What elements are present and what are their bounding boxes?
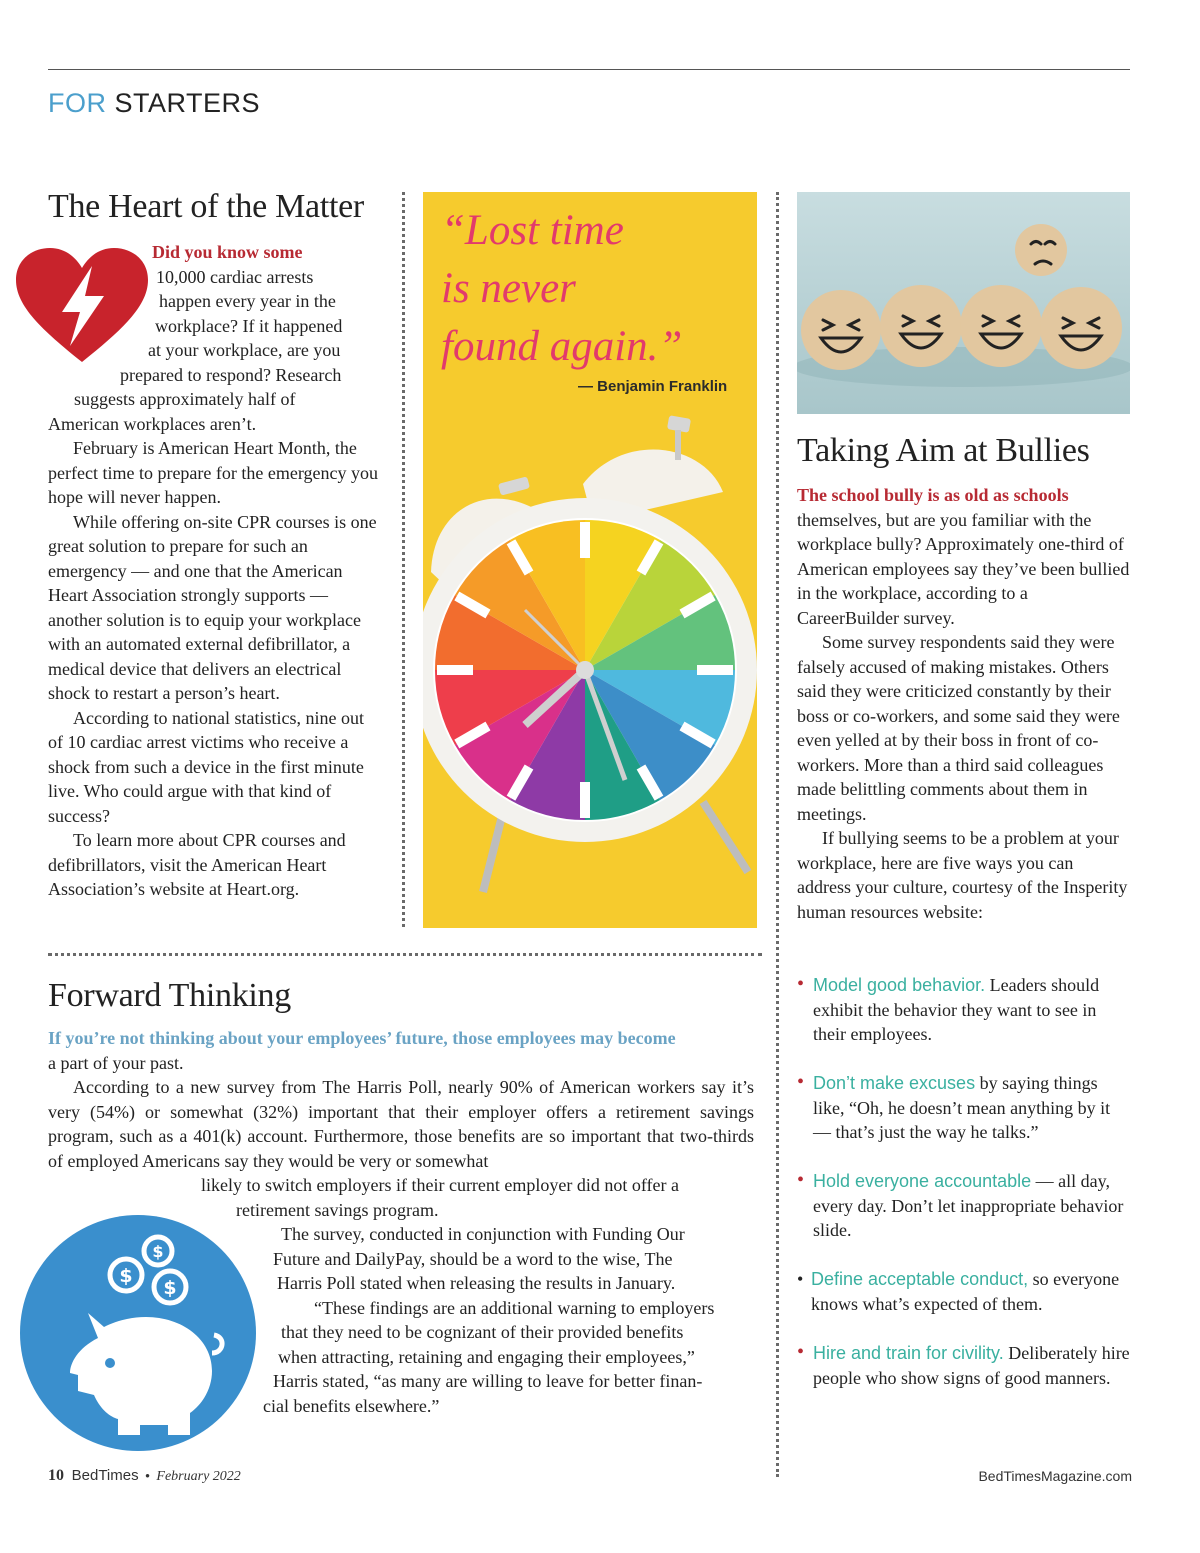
bullet-key: Hold everyone accountable	[813, 1171, 1032, 1191]
heart-lead-text: Did you know some	[152, 242, 303, 262]
page-number: 10	[48, 1467, 64, 1484]
section-label	[48, 88, 260, 119]
bullet-dot-icon: •	[797, 1071, 805, 1093]
forward-wrap-line: Harris stated, “as many are willing to leave for better finan-	[273, 1371, 703, 1391]
heart-title: The Heart of the Matter	[48, 188, 364, 225]
quote-text	[441, 202, 682, 376]
bullet-dot-icon: •	[797, 1269, 804, 1289]
wooden-faces-icon	[797, 192, 1130, 414]
bullies-title: Taking Aim at Bullies	[797, 432, 1090, 469]
bullet-text: Deliberately hire people who show signs of good manners.	[813, 1343, 1130, 1388]
quote-line: found again.”	[441, 323, 683, 370]
website-link[interactable]: BedTimesMagazine.com	[978, 1468, 1132, 1484]
forward-wrap-line: The survey, conducted in conjunction with Funding Our	[281, 1224, 685, 1244]
bullet-text: by saying things like, “Oh, he doesn’t mean anything by it — that’s just the way he talks.”	[813, 1073, 1111, 1142]
forward-wrap-line: when attracting, retaining and engaging their employees,”	[278, 1346, 695, 1367]
alarm-clock-image	[423, 412, 757, 928]
row-divider	[48, 953, 762, 956]
quote-line: is never	[441, 265, 576, 312]
heart-wrap-line: suggests approximately half of	[74, 389, 296, 409]
heart-paragraph: February is American Heart Month, the perfect time to prepare for the emergency you hope will never happen.	[48, 438, 379, 507]
bullies-paragraph: themselves, but are you familiar with the workplace bully? Approximately one-third of American employees say they’ve been bullied in the workplace, according to a CareerBuilder survey.	[797, 509, 1130, 628]
heart-paragraph: According to national statistics, nine out of 10 cardiac arrest victims who receive a shock from such a device in the first minute live. Who could argue with that kind of success?	[48, 707, 364, 826]
quote-attribution: — Benjamin Franklin	[578, 378, 728, 395]
svg-text:$: $	[163, 1277, 177, 1299]
bullet-item	[797, 973, 1130, 1071]
quote-line: “Lost time	[441, 207, 624, 254]
bullet-dot-icon: •	[797, 1169, 805, 1191]
bullies-bullet-list	[797, 973, 1130, 1390]
bullet-text: Leaders should exhibit the behavior they want to see in their employees.	[813, 975, 1100, 1044]
issue-date: February 2022	[156, 1469, 241, 1484]
heart-lead	[48, 240, 382, 265]
heart-wrap-line: prepared to respond? Research	[120, 364, 342, 385]
forward-lead: If you’re not thinking about your employees’ future, those employees may become	[48, 1028, 676, 1048]
magazine-name: BedTimes	[71, 1467, 139, 1484]
bullet-item	[797, 1071, 1130, 1169]
footer-separator: •	[145, 1468, 150, 1483]
forward-wrap-line: “These findings are an additional warning to employers	[314, 1297, 715, 1318]
bullies-body	[797, 483, 1130, 924]
section-label-for: FOR	[48, 88, 107, 118]
bullet-dot-icon: •	[797, 1341, 805, 1363]
heart-wrap-line: 10,000 cardiac arrests	[156, 266, 314, 287]
heart-wrap-line: happen every year in the	[159, 291, 336, 311]
heart-p1-rest: American workplaces aren’t.	[48, 413, 257, 434]
forward-title: Forward Thinking	[48, 977, 291, 1014]
heart-wrap-line: workplace? If it happened	[155, 315, 343, 336]
bullet-key: Don’t make excuses	[813, 1073, 976, 1093]
bullet-dot-icon: •	[797, 973, 805, 995]
bullet-text: so everyone knows what’s expected of them.	[811, 1269, 1120, 1314]
bullet-item	[797, 1267, 1130, 1341]
bullet-item	[797, 1341, 1130, 1390]
column-divider-right	[776, 192, 779, 1477]
quote-panel	[423, 192, 757, 928]
bullet-text: — all day, every day. Don’t let inappropriate behavior slide.	[813, 1171, 1124, 1240]
forward-wrap-line: Harris Poll stated when releasing the results in January.	[277, 1273, 676, 1293]
bullies-lead: The school bully is as old as schools	[797, 485, 1069, 505]
heart-body	[48, 240, 382, 902]
svg-text:$: $	[119, 1265, 133, 1287]
forward-wrap-line: cial benefits elsewhere.”	[263, 1395, 440, 1416]
heart-paragraph: To learn more about CPR courses and defibrillators, visit the American Heart Association’s website at Heart.org.	[48, 830, 346, 899]
forward-paragraph: According to a new survey from The Harris Poll, nearly 90% of American workers say it’s very (54%) or somewhat (32%) important that their employer offers a retirement savings program, such as a 401(k) account. Furthermore, those benefits are so important that two-thirds of employed Americans say they would be very or somewhat	[48, 1077, 754, 1171]
bullet-item	[797, 1169, 1130, 1267]
heart-paragraph: While offering on-site CPR courses is one great solution to prepare for such an emergency — and one that the American Heart Association strongly supports — another solution is to equip your workplace with an automated external defibrillator, a medical device that delivers an electrical shock to restart a person’s heart.	[48, 511, 377, 703]
forward-wrap-line: likely to switch employers if their current employer did not offer a	[201, 1175, 680, 1195]
heart-wrap-line: at your workplace, are you	[148, 340, 341, 360]
piggy-bank-icon	[18, 1213, 258, 1453]
forward-wrap-line: retirement savings program.	[236, 1199, 439, 1220]
section-label-starters: STARTERS	[114, 88, 261, 118]
forward-wrap-line: that they need to be cognizant of their provided benefits	[281, 1322, 684, 1342]
bullet-key: Define acceptable conduct,	[811, 1269, 1029, 1289]
bullies-paragraph: Some survey respondents said they were falsely accused of making mistakes. Others said they were criticized constantly by their boss or co-workers, and some said they were even yelled at by their boss in front of co-workers. More than a third said colleagues made belittling comments about them in meetings.	[797, 632, 1120, 824]
footer-left	[48, 1467, 241, 1485]
forward-wrap-line: Future and DailyPay, should be a word to the wise, The	[273, 1248, 673, 1269]
forward-lead-rest: a part of your past.	[48, 1052, 184, 1073]
bullet-key: Hire and train for civility.	[813, 1343, 1004, 1363]
bullet-key: Model good behavior.	[813, 975, 986, 995]
header-rule	[48, 69, 1130, 70]
bullies-paragraph: If bullying seems to be a problem at your workplace, here are five ways you can address your culture, courtesy of the Insperity human resources website:	[797, 828, 1128, 922]
wooden-faces-photo	[797, 192, 1130, 414]
column-divider-left	[402, 192, 405, 927]
svg-text:$: $	[152, 1242, 164, 1261]
